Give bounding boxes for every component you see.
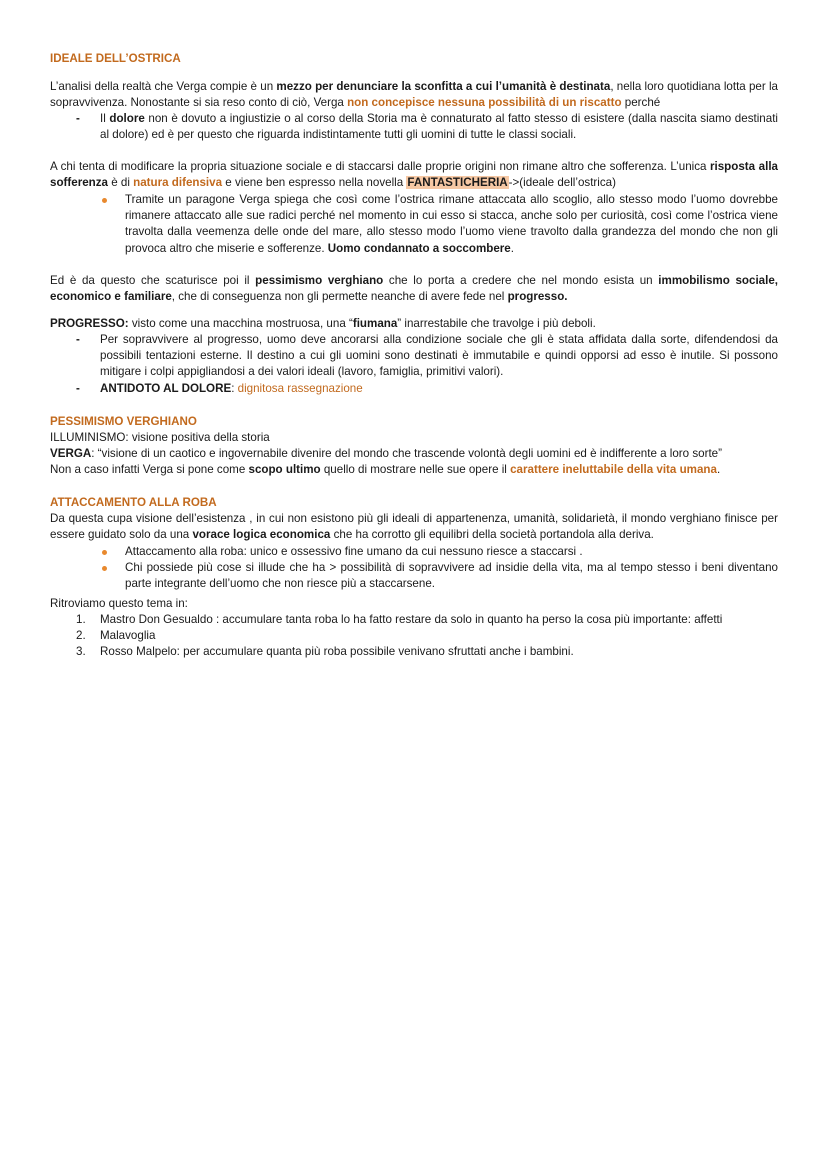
text-run: L’analisi della realtà che Verga compie è un	[50, 80, 277, 93]
text-run: non concepisce nessuna possibilità di un riscatto	[347, 96, 622, 110]
text-run: , nella loro quotidiana lotta per la sopravvivenza. Nonostante si sia reso conto di ciò, Verga	[50, 80, 779, 110]
text-run: : “visione di un caotico e ingovernabile divenire del mondo che trascende volontà degli uomini ed è indifferente a loro sorte”	[91, 447, 722, 460]
text-run: che ha corrotto gli equilibri della società portandola alla deriva.	[330, 528, 654, 542]
text-run: che lo porta a credere che nel mondo esista un	[383, 274, 659, 287]
text-run: Per sopravvivere al progresso, uomo deve ancorarsi alla condizione sociale che gli è stata affidata dalla sorte, difendendosi da possibili tentazioni esterne. Il destino a cui gli uomini sono destinati è immutabile e quindi opporsi ad esso è inutile. Si possono mitigare i colpi appigliandosi a dei valori ideali (lavoro, famiglia, primitivi valori).	[100, 333, 778, 379]
text-run: e viene ben espresso nella novella	[222, 176, 407, 190]
text-run: PROGRESSO:	[50, 317, 129, 330]
text-run: ILLUMINISMO: visione positiva della storia	[50, 431, 270, 444]
text-run: Il	[100, 112, 110, 125]
text-run: mezzo per denunciare la sconfitta a cui l’umanità è destinata	[276, 80, 611, 93]
text-run: quello di mostrare nelle sue opere il	[320, 463, 511, 476]
bullet-icon	[102, 198, 107, 203]
text-run: :	[231, 382, 238, 395]
text-run: immobilismo sociale, economico e familiare	[50, 274, 779, 304]
text-run: fiumana	[352, 317, 398, 330]
list-item-chi-possiede	[125, 560, 778, 592]
bullet-icon	[102, 566, 107, 571]
dash-marker: -	[76, 333, 80, 346]
text-run: ANTIDOTO AL DOLORE	[100, 382, 232, 395]
text-run: Non a caso infatti Verga si pone come	[50, 463, 249, 476]
list-number: 1.	[76, 613, 86, 626]
text-run: Uomo condannato a soccombere	[327, 241, 511, 255]
list-number: 3.	[76, 645, 86, 658]
text-run: è di	[108, 176, 134, 190]
text-run: Da questa cupa visione dell’esistenza , in cui non esistono più gli ideali di appartenenza, umanità, solidarietà, il mondo verghiano finisce per essere guidato solo da una	[50, 512, 778, 542]
list-item-attaccamento	[125, 544, 778, 560]
list-item-sopravvivere	[100, 332, 778, 381]
text-run: perché	[621, 96, 661, 110]
paragraph-cupa-visione	[50, 511, 778, 543]
text-run: A chi tenta di modificare la propria situazione sociale e di staccarsi dalle proprie origini non rimane altro che sofferenza. L’unica	[50, 160, 710, 173]
text-run: pessimismo verghiano	[255, 274, 384, 287]
text-run: risposta alla sofferenza	[50, 160, 778, 190]
text-run: non è dovuto a ingiustizie o al corso della Storia ma è connaturato al fatto stesso di esistere (dalla nascita siamo destinati al dolore) ed è per questo che riguarda indistintamente tutti gli uomini di tutte le classi sociali.	[100, 112, 778, 142]
text-run: scopo ultimo	[248, 463, 321, 476]
line-scopo-ultimo	[50, 462, 778, 478]
text-run: visto come una macchina mostruosa, una “	[128, 317, 353, 330]
text-run: .	[716, 463, 721, 476]
text-run: Ritroviamo questo tema in:	[50, 597, 188, 610]
heading-ideale-ostrica: IDEALE DELL’OSTRICA	[50, 52, 181, 65]
text-run: progresso.	[507, 290, 568, 304]
numbered-item-malpelo: Rosso Malpelo: per accumulare quanta più roba possibile venivano sfruttati anche i bambini.	[100, 645, 574, 658]
bullet-icon	[102, 550, 107, 555]
numbered-item-gesualdo: Mastro Don Gesualdo : accumulare tanta roba lo ha fatto restare da solo in quanto ha perso la cosa più importante: affetti	[100, 613, 723, 626]
text-run: Tramite un paragone Verga spiega che così come l’ostrica rimane attaccata allo scoglio, allo stesso modo l’uomo dovrebbe rimanere attaccato alle sue radici perché nel momento in cui esso si stacca, anche solo per curiosità, così come l’ostrica viene travolta dalla veemenza delle onde del mare, allo stesso modo l’uomo viene travolto dalla grandezza del mondo che non gli provoca altro che miserie e sofferenze.	[125, 193, 778, 255]
dash-marker: -	[76, 112, 80, 125]
line-verga	[50, 446, 778, 462]
paragraph-sofferenza	[50, 159, 778, 191]
list-item-paragone-ostrica	[125, 192, 778, 257]
heading-attaccamento-roba: ATTACCAMENTO ALLA ROBA	[50, 496, 217, 509]
dash-marker: -	[76, 382, 80, 395]
list-number: 2.	[76, 629, 86, 642]
list-item-dolore	[100, 111, 778, 143]
line-illuminismo	[50, 430, 778, 446]
text-run: carattere ineluttabile della vita umana	[510, 463, 717, 476]
text-run: dolore	[109, 112, 145, 125]
line-ritroviamo	[50, 596, 778, 612]
text-run: VERGA	[50, 447, 92, 460]
text-run: .	[510, 241, 514, 255]
text-run: Attaccamento alla roba: unico e ossessivo fine umano da cui nessuno riesce a staccarsi .	[125, 545, 583, 558]
text-run: ” inarrestabile che travolge i più deboli.	[397, 317, 596, 330]
paragraph-progresso	[50, 316, 778, 332]
text-run: natura difensiva	[133, 176, 223, 190]
text-run: , che di conseguenza non gli permette neanche di avere fede nel	[171, 290, 508, 304]
text-run: vorace logica economica	[192, 528, 331, 542]
list-item-antidoto	[100, 381, 778, 397]
text-run: Ed è da questo che scaturisce poi il	[50, 274, 256, 287]
paragraph-pessimismo	[50, 273, 778, 305]
heading-pessimismo-verghiano: PESSIMISMO VERGHIANO	[50, 415, 197, 428]
numbered-item-malavoglia: Malavoglia	[100, 629, 156, 642]
text-run: ->(ideale dell’ostrica)	[508, 176, 616, 190]
text-run: FANTASTICHERIA	[407, 176, 508, 190]
text-run: Chi possiede più cose si illude che ha > possibilità di sopravvivere ad insidie della vita, ma al tempo stesso i beni diventano parte integrante dell’uomo che non riesce più a staccarsene.	[125, 561, 778, 591]
text-run: dignitosa rassegnazione	[237, 382, 363, 395]
paragraph-analisi	[50, 79, 778, 111]
